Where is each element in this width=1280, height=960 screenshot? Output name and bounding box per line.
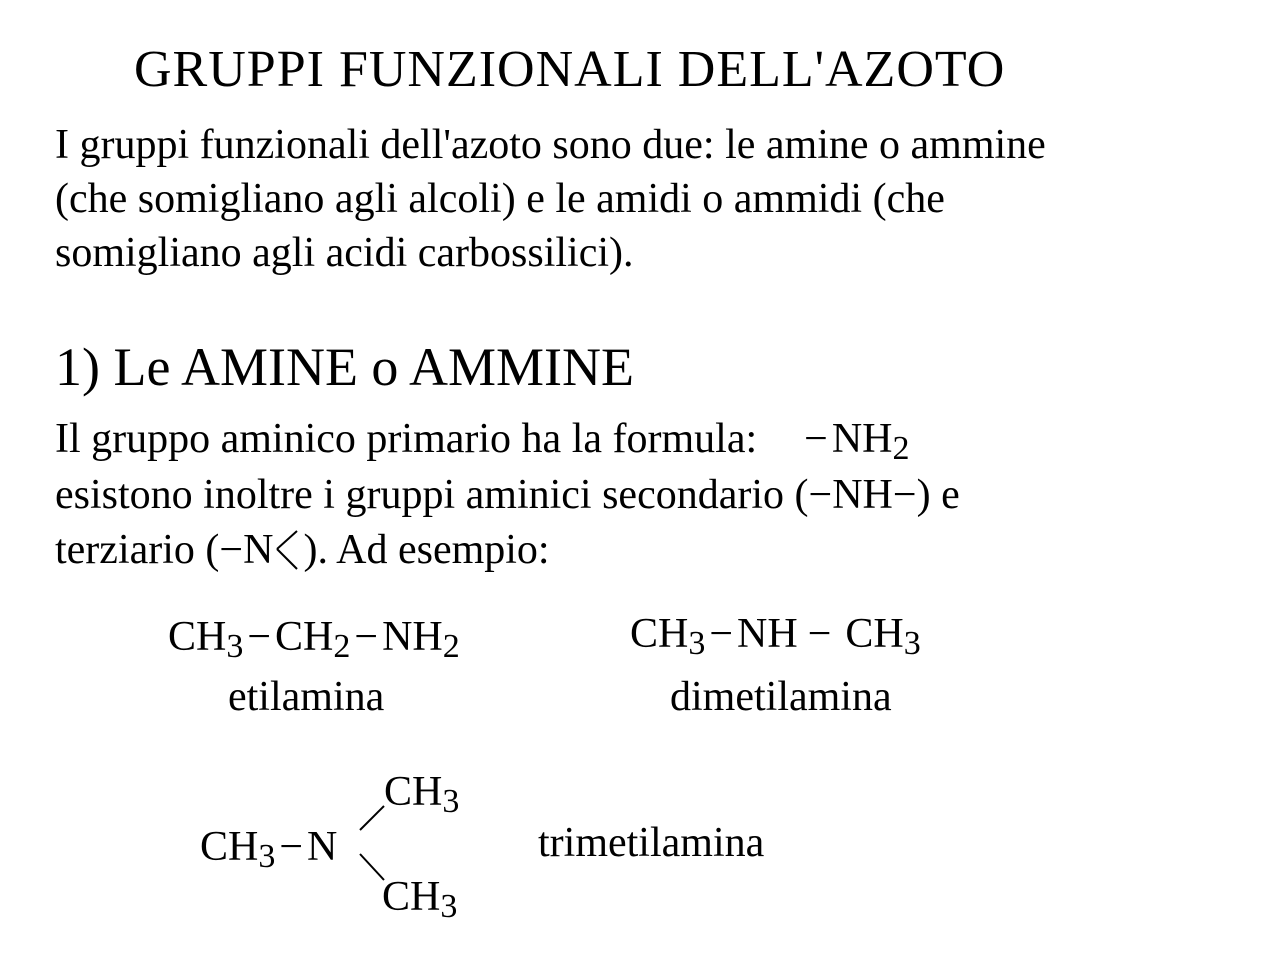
page-title: GRUPPI FUNZIONALI DELL'AZOTO bbox=[134, 41, 1006, 98]
secondary-amine-line: esistono inoltre i gruppi aminici secondario (−NH−) e bbox=[55, 472, 960, 518]
secondary-amine-text: esistono inoltre i gruppi aminici secondario bbox=[55, 472, 785, 518]
section-heading-amine: 1) Le AMINE o AMMINE bbox=[55, 337, 634, 397]
bond-n-upper bbox=[360, 806, 384, 830]
trimetilamina-ch3-top: $CH_3$ bbox=[384, 769, 460, 820]
secondary-amine-formula: (−NH−) bbox=[794, 472, 931, 518]
etilamina-label: etilamina bbox=[228, 674, 385, 720]
primary-amine-text: Il gruppo aminico primario ha la formula: bbox=[55, 416, 758, 462]
trimetilamina-ch3-bottom: $CH_3$ bbox=[382, 874, 458, 925]
dimetilamina-formula: $CH_3-NH - CH_3$ bbox=[630, 611, 921, 662]
intro-line-2: (che somigliano agli alcoli) e le amidi o ammidi (che bbox=[55, 176, 945, 222]
intro-line-1: I gruppi funzionali dell'azoto sono due: le amine o ammine bbox=[55, 122, 1046, 168]
tertiary-amine-text: terziario bbox=[55, 527, 195, 573]
bond-n-lower bbox=[360, 854, 384, 880]
primary-amine-formula: $-NH_2$ bbox=[804, 416, 910, 467]
dimetilamina-label: dimetilamina bbox=[670, 674, 892, 720]
trimetilamina-ch3-n: $CH_3-N$ bbox=[200, 824, 338, 875]
intro-line-3: somigliano agli acidi carbossilici). bbox=[55, 230, 634, 276]
etilamina-formula: $CH_3-CH_2-NH_2$ bbox=[168, 614, 460, 665]
tertiary-amine-line: terziario (−N ). Ad esempio: bbox=[55, 527, 550, 573]
tertiary-amine-formula: (−N ) bbox=[205, 527, 318, 573]
trimetilamina-label: trimetilamina bbox=[538, 820, 765, 866]
